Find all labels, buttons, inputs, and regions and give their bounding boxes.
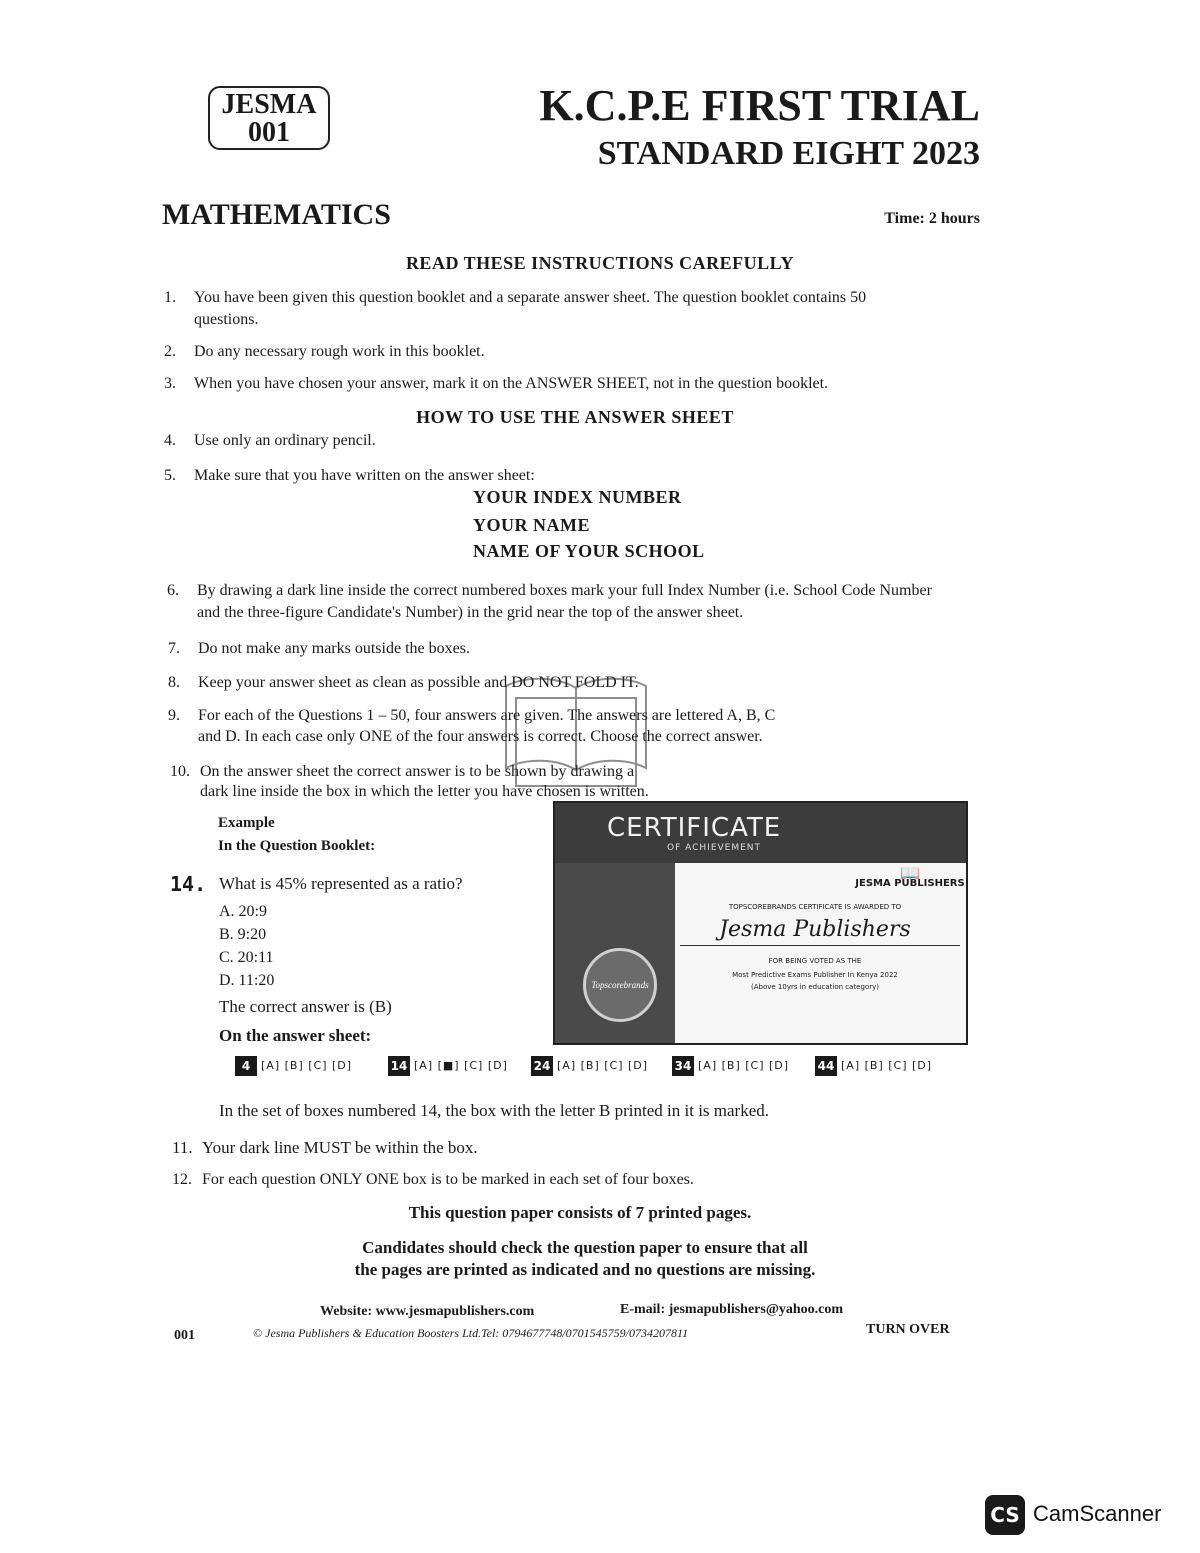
instruction-number: 2. [164,343,176,360]
example-label: Example [218,815,275,831]
exam-title: K.C.P.E FIRST TRIAL [539,81,980,130]
instruction-number: 8. [168,674,180,691]
answer-box-number: 24 [531,1056,553,1076]
correct-answer-text: The correct answer is (B) [219,997,392,1016]
instruction-5 [164,465,964,487]
certificate-line2: FOR BEING VOTED AS THE [768,957,862,965]
instruction-text: For each of the Questions 1 – 50, four answers are given. The answers are lettered A, B, C [198,707,776,724]
instruction-text: By drawing a dark line inside the correct numbered boxes mark your full Index Number (i.e. School Code Number [197,582,932,599]
instruction-text: When you have chosen your answer, mark it on the ANSWER SHEET, not in the question booklet. [194,375,829,392]
answer-sheet-heading: HOW TO USE THE ANSWER SHEET [416,407,734,427]
instruction-number: 10. [170,763,190,780]
option-b: B. 9:20 [219,926,267,943]
instruction-number: 5. [164,467,176,484]
instruction-text: Do any necessary rough work in this booklet. [194,343,485,360]
instruction-text: Use only an ordinary pencil. [194,432,376,449]
certificate-line1: TOPSCOREBRANDS CERTIFICATE IS AWARDED TO [728,903,902,911]
exam-code-line1: JESMA [221,89,317,120]
instruction-11 [172,1137,972,1159]
exam-subtitle: STANDARD EIGHT 2023 [597,135,980,172]
time-allowed: Time: 2 hours [884,210,980,227]
sheet-field-index: YOUR INDEX NUMBER [473,487,682,507]
instruction-text: Do not make any marks outside the boxes. [198,640,470,657]
email: E-mail: jesmapublishers@yahoo.com [620,1302,844,1317]
answer-box-letters: [A] [B] [C] [D] [841,1059,933,1072]
instruction-text: and the three-figure Candidate's Number) in the grid near the top of the answer sheet. [197,604,744,621]
check-note-line2: the pages are printed as indicated and no questions are missing. [354,1260,816,1279]
instruction-number: 7. [168,640,180,657]
instruction-number: 12. [172,1171,192,1188]
book-logo-icon: 📖 [900,863,920,882]
instruction-12 [172,1169,972,1191]
instruction-1 [164,287,964,309]
instruction-text: dark line inside the box in which the letter you have chosen is written. [200,783,649,800]
instruction-1-cont [164,309,964,331]
camscanner-watermark [985,1495,1175,1535]
answer-box-letters: [A] [■] [C] [D] [414,1059,508,1072]
answer-box-letters: [A] [B] [C] [D] [698,1059,790,1072]
exam-code-box [208,86,330,150]
instruction-text: questions. [194,311,259,328]
example-question-number: 14. [170,872,207,896]
instruction-number: 3. [164,375,176,392]
publisher-name: JESMA PUBLISHERS [855,878,965,889]
certificate-recipient: Jesma Publishers [719,917,911,942]
instruction-text: For each question ONLY ONE box is to be marked in each set of four boxes. [202,1171,694,1188]
instruction-4 [164,430,964,452]
instruction-3 [164,373,964,395]
certificate-image [553,801,968,1045]
instruction-text: On the answer sheet the correct answer is to be shown by drawing a [200,763,635,780]
certificate-publisher [855,863,965,889]
instruction-text: and D. In each case only ONE of the four answers is correct. Choose the correct answer. [198,728,763,745]
example-options [219,900,274,992]
answer-box-number: 34 [672,1056,694,1076]
sheet-field-name: YOUR NAME [473,515,590,535]
instruction-number: 9. [168,707,180,724]
instructions-heading: READ THESE INSTRUCTIONS CAREFULLY [405,253,795,273]
turn-over: TURN OVER [866,1322,950,1337]
booklet-label: In the Question Booklet: [218,838,376,854]
camscanner-name: CamScanner [1033,1501,1162,1526]
instruction-number: 11. [172,1138,193,1157]
certificate-rule [680,945,960,946]
instruction-text: Keep your answer sheet as clean as possible and DO NOT FOLD IT. [198,674,639,691]
instruction-7 [168,638,968,660]
website: Website: www.jesmapublishers.com [320,1304,535,1319]
instruction-6 [167,580,987,602]
certificate-seal: Topscorebrands [583,948,657,1022]
pages-note: This question paper consists of 7 printed pages. [408,1203,752,1222]
instruction-number: 1. [164,289,176,306]
certificate-line3: Most Predictive Exams Publisher In Kenya 2022 [732,971,898,979]
certificate-line4: (Above 10yrs in education category) [751,983,879,991]
instruction-6-cont [167,602,987,624]
copyright: © Jesma Publishers & Education Boosters Ltd.Tel: 0794677748/0701545759/0734207811 [253,1326,689,1340]
sheet-field-school: NAME OF YOUR SCHOOL [473,541,705,561]
answer-box-number: 44 [815,1056,837,1076]
option-c: C. 20:11 [219,949,274,966]
instruction-text: Your dark line MUST be within the box. [202,1138,478,1157]
example-explanation: In the set of boxes numbered 14, the box with the letter B printed in it is marked. [219,1101,770,1120]
certificate-title: CERTIFICATE [607,813,782,843]
check-note-line1: Candidates should check the question paper to ensure that all [362,1238,808,1257]
answer-sheet-label: On the answer sheet: [219,1026,372,1045]
answer-box-number: 4 [235,1056,257,1076]
instruction-text: You have been given this question booklet and a separate answer sheet. The question booklet contains 50 [194,289,867,306]
option-d: D. 11:20 [219,972,275,989]
subject-title: MATHEMATICS [162,198,391,231]
instruction-number: 4. [164,432,176,449]
answer-box-letters: [A] [B] [C] [D] [261,1059,353,1072]
instruction-number: 6. [167,582,179,599]
answer-box-letters: [A] [B] [C] [D] [557,1059,649,1072]
example-question: What is 45% represented as a ratio? [219,874,463,893]
certificate-subtitle: OF ACHIEVEMENT [667,843,762,853]
answer-box-number: 14 [388,1056,410,1076]
instruction-2 [164,341,964,363]
book-stamp-icon [486,668,666,788]
option-a: A. 20:9 [219,903,267,920]
camscanner-logo-icon: CS [985,1495,1025,1535]
instruction-text: Make sure that you have written on the answer sheet: [194,467,535,484]
page-code: 001 [174,1328,195,1343]
exam-code-line2: 001 [248,117,290,148]
